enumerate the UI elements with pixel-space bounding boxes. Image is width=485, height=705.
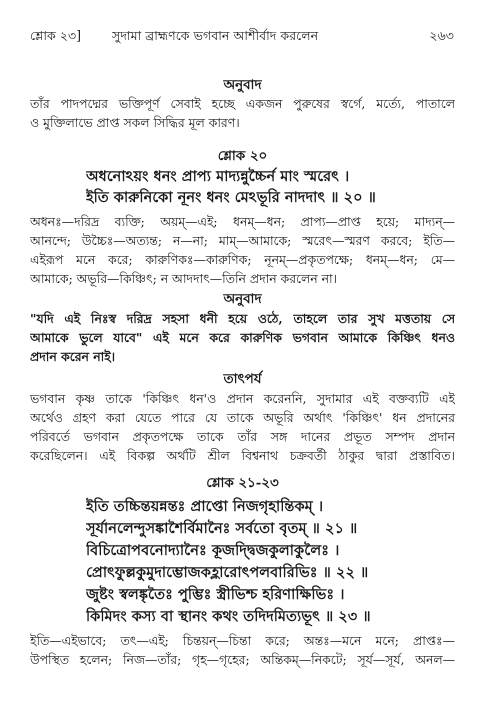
sloka-22-verse-line-1: বিচিত্রোপবনোদ্যানৈঃ কূজদ্দ্বিজকুলাকুলৈঃ ।: [86, 542, 340, 559]
translation-line-2: ও মুক্তিলাভে প্রাপ্ত সকল সিদ্ধির মূল কারণ।: [30, 115, 240, 130]
sloka-21-verse-line-2: সূর্যানলেন্দুসঙ্কাশৈর্বিমানৈঃ সর্বতো বৃতম্ ॥ ২১ ॥: [86, 520, 358, 537]
sloka-23-verse-line-2: কিমিদং কস্য বা স্থানং কথং তদিদমিত্যভূৎ ॥ ২৩ ॥: [86, 608, 371, 625]
header-sloka-ref: শ্লোক ২৩]: [30, 28, 82, 43]
sloka-21-synonyms-line-2: উপস্থিত হলেন; নিজ—তাঁর; গৃহ—গৃহের; অন্তিকম্—নিকটে; সূর্য—সূর্য, অনল—: [30, 652, 455, 667]
header-chapter-title: সুদামা ব্রাহ্মণকে ভগবান আশীর্বাদ করলেন: [112, 28, 319, 43]
header-page-number: ২৬৩: [429, 28, 454, 43]
sloka-22-verse-line-2: প্রোৎফুল্লকুমুদাম্ভোজকহ্লারোৎপলবারিভিঃ ॥ ২২ ॥: [86, 564, 369, 581]
sloka-20-purport-line-2: অর্থেও গ্রহণ করা যেতে পারে যে তাকে অভূরি অর্থাৎ 'কিঞ্চিৎ' ধন প্রদানের: [30, 410, 455, 425]
sloka-20-translation-heading: অনুবাদ: [223, 291, 262, 307]
sloka-20-synonyms-line-4: আমাকে; অভূরি—কিঞ্চিৎ; ন আদদাৎ—তিনি প্রদান করলেন না।: [30, 271, 337, 286]
sloka-20-translation-line-2: আমাকে ভুলে যাবে" এই মনে করে কারুণিক ভগবান আমাকে কিঞ্চিৎ ধনও: [30, 330, 455, 345]
sloka-21-verse-line-1: ইতি তচ্চিন্তয়ন্নন্তঃ প্রাপ্তো নিজগৃহান্তিকম্ ।: [86, 498, 324, 515]
translation-heading: অনুবাদ: [223, 77, 262, 93]
sloka-20-purport-line-3: পরিবর্তে ভগবান প্রকৃতপক্ষে তাকে তাঁর সঙ্গ দানের প্রভূত সম্পদ প্রদান: [30, 429, 455, 444]
sloka-20-synonyms-line-3: এইরূপ মনে করে; কারুণিকঃ—কারুণিক; নূনম্—প্রকৃতপক্ষে; ধনম্—ধন; মে—: [30, 252, 455, 267]
sloka-20-synonyms-line-1: অধনঃ—দরিদ্র ব্যক্তি; অয়ম্—এই; ধনম্—ধন; প্রাপ্য—প্রাপ্ত হয়ে; মাদ্যন্—: [30, 214, 455, 229]
sloka-21-synonyms-line-1: ইতি—এইভাবে; তৎ—এই; চিন্তয়ন্—চিন্তা করে; অন্তঃ—মনে মনে; প্রাপ্তঃ—: [30, 633, 455, 648]
sloka-20-translation-line-3: প্রদান করেন নাই।: [30, 349, 116, 364]
sloka-20-purport-heading: তাৎপর্য: [223, 371, 262, 387]
sloka-20-heading: শ্লোক ২০: [217, 148, 268, 164]
translation-line-1: তাঁর পাদপদ্মের ভক্তিপূর্ণ সেবাই হচ্ছে একজন পুরুষের স্বর্গে, মর্ত্যে, পাতালে: [30, 96, 455, 111]
sloka-20-verse-line-2: ইতি কারুনিকো নূনং ধনং মেঽভূরি নাদদাৎ ॥ ২০ ॥: [86, 189, 376, 206]
sloka-20-synonyms-line-2: আনন্দে; উচ্চৈঃ—অত্যন্ত; ন—না; মাম্—আমাকে; স্মরেৎ—স্মরণ করবে; ইতি—: [30, 233, 455, 248]
sloka-20-purport-line-1: ভগবান কৃষ্ণ তাকে 'কিঞ্চিৎ ধন'ও প্রদান করেননি, সুদামার এই বক্তব্যটি এই: [30, 391, 455, 406]
sloka-20-verse-line-1: অধনোঽয়ং ধনং প্রাপ্য মাদ্যন্নুচ্চৈর্ন মাং স্মরেৎ ।: [86, 168, 350, 185]
sloka-20-translation-line-1: "যদি এই নিঃস্ব দরিদ্র সহসা ধনী হয়ে ওঠে, তাহলে তার সুখ মত্ততায় সে: [30, 311, 455, 326]
sloka-20-purport-line-4: করেছিলেন। এই বিকল্প অর্থটি শ্রীল বিশ্বনাথ চক্রবর্তী ঠাকুর দ্বারা প্রস্তাবিত।: [30, 448, 455, 463]
sloka-23-verse-line-1: জুষ্টং স্বলঙ্কৃতৈঃ পুম্ভিঃ স্ত্রীভিশ্চ হরিণাক্ষিভিঃ ।: [86, 586, 345, 603]
sloka-21-23-heading: শ্লোক ২১-২৩: [206, 475, 279, 491]
